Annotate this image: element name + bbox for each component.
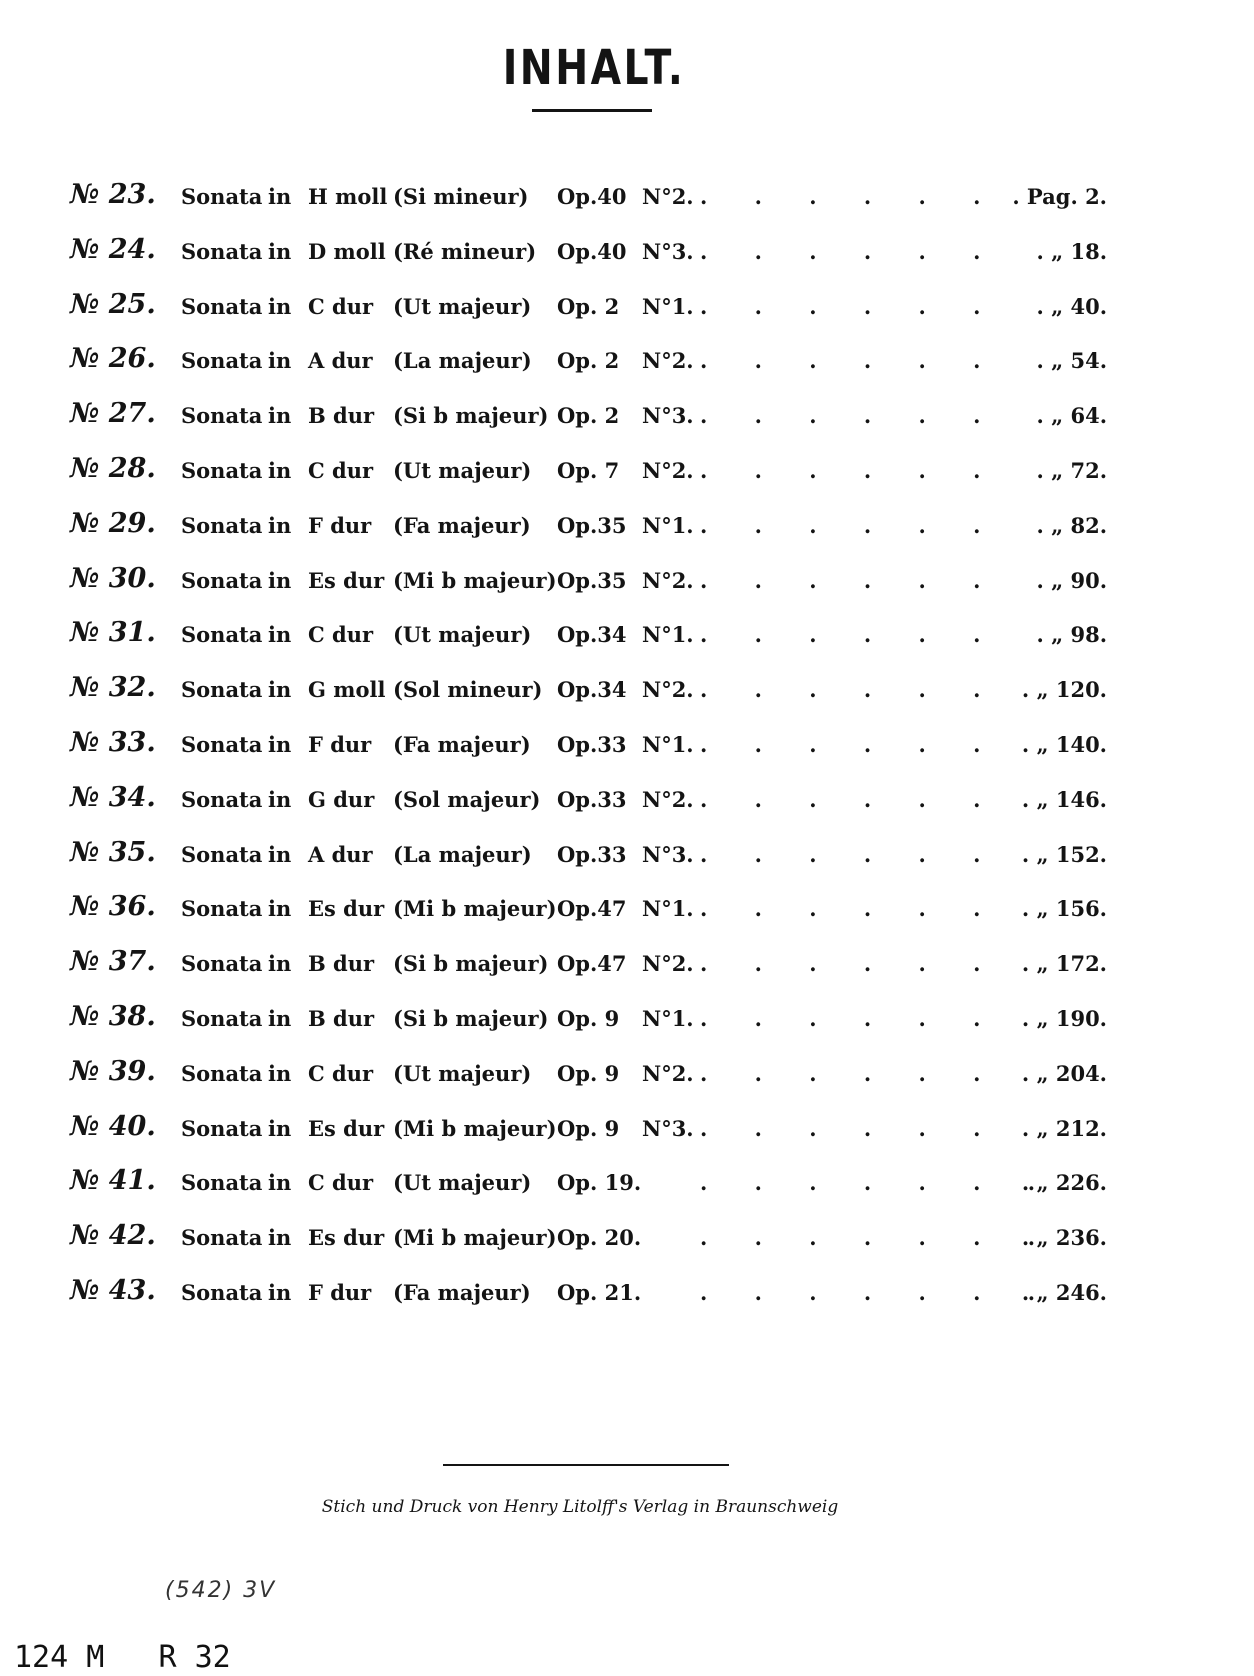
- entry-in: in: [268, 951, 292, 977]
- entry-opus-number: N°3.: [642, 841, 694, 867]
- entry-page: . Pag. 2.: [1012, 184, 1107, 209]
- entry-in: in: [268, 1225, 292, 1251]
- entry-title: Sonata: [181, 1225, 263, 1251]
- entry-french-key: (Si b majeur): [393, 403, 549, 429]
- entry-opus-number: N°2.: [642, 951, 694, 977]
- entry-number: № 42.: [70, 1220, 156, 1252]
- entry-french-key: (Fa majeur): [393, 512, 531, 538]
- entry-title: Sonata: [181, 458, 263, 483]
- entry-opus: Op. 20.: [557, 1225, 642, 1251]
- entry-page: . „ 82.: [1036, 512, 1107, 538]
- entry-page: . „ 156.: [1021, 896, 1107, 922]
- library-call-number: 124 M R 32: [14, 1640, 231, 1675]
- entry-in: in: [268, 1170, 292, 1196]
- entry-page: . „ 54.: [1036, 348, 1107, 374]
- entry-leader-dots: . . . . . . .: [700, 1280, 1036, 1305]
- entry-number: № 28.: [70, 453, 156, 484]
- entry-key: F dur: [308, 732, 372, 757]
- entry-in: in: [268, 348, 292, 374]
- entry-page: . „ 72.: [1036, 458, 1107, 483]
- entry-leader-dots: . . . . . .: [700, 348, 981, 374]
- entry-in: in: [268, 1280, 292, 1305]
- entry-opus: Op.35: [557, 512, 627, 538]
- entry-page: . „ 146.: [1021, 786, 1107, 812]
- entry-page: . „ 140.: [1021, 732, 1107, 757]
- entry-french-key: (La majeur): [393, 841, 532, 867]
- entry-key: G moll: [308, 677, 386, 703]
- entry-french-key: (Ut majeur): [393, 458, 532, 483]
- entry-opus: Op.47: [557, 896, 627, 922]
- entry-opus: Op.33: [557, 841, 627, 867]
- list-item: [0, 727, 1254, 772]
- entry-in: in: [268, 732, 292, 757]
- entry-title: Sonata: [181, 732, 263, 757]
- entry-in: in: [268, 1006, 292, 1031]
- handwritten-note: (542) 3V: [165, 1578, 277, 1603]
- entry-opus: Op. 2: [557, 293, 620, 319]
- entry-key: Es dur: [308, 896, 385, 922]
- entry-french-key: (Ut majeur): [393, 1060, 532, 1086]
- entry-number: № 39.: [70, 1055, 156, 1087]
- entry-opus-number: N°3.: [642, 1115, 694, 1141]
- entry-title: Sonata: [181, 293, 263, 319]
- entry-french-key: (Mi b majeur): [393, 1115, 557, 1141]
- entry-opus-number: N°1.: [642, 512, 694, 538]
- list-item: [0, 781, 1254, 827]
- entry-opus: Op.40: [557, 184, 627, 209]
- list-item: [0, 562, 1254, 608]
- list-item: [0, 672, 1254, 717]
- entry-number: № 27.: [70, 398, 156, 430]
- entry-key: Es dur: [308, 1225, 385, 1251]
- entry-leader-dots: . . . . . . .: [700, 1225, 1036, 1251]
- entry-french-key: (Mi b majeur): [393, 567, 557, 593]
- entry-leader-dots: . . . . . .: [700, 786, 981, 812]
- entry-opus: Op. 21.: [557, 1280, 642, 1305]
- entry-key: A dur: [308, 841, 373, 867]
- entry-title: Sonata: [181, 567, 263, 593]
- entry-page: . „ 18.: [1036, 238, 1107, 264]
- entry-opus: Op.34: [557, 622, 627, 648]
- entry-title: Sonata: [181, 786, 263, 812]
- entry-number: № 30.: [70, 562, 156, 594]
- entry-key: A dur: [308, 348, 373, 374]
- entry-leader-dots: . . . . . . .: [700, 1170, 1036, 1196]
- entry-opus: Op. 7: [557, 458, 620, 483]
- entry-opus: Op.35: [557, 567, 627, 593]
- entry-title: Sonata: [181, 512, 263, 538]
- entry-key: F dur: [308, 512, 372, 538]
- entry-in: in: [268, 403, 292, 429]
- entry-key: C dur: [308, 458, 374, 483]
- entry-opus-number: N°2.: [642, 458, 694, 483]
- entry-in: in: [268, 841, 292, 867]
- entry-number: № 23.: [70, 179, 156, 210]
- entry-in: in: [268, 567, 292, 593]
- entry-page: . „ 246.: [1021, 1280, 1107, 1305]
- list-item: [0, 179, 1254, 224]
- entry-leader-dots: . . . . . .: [700, 841, 981, 867]
- entry-leader-dots: . . . . . .: [700, 567, 981, 593]
- entry-key: B dur: [308, 951, 375, 977]
- entry-key: B dur: [308, 403, 375, 429]
- entry-number: № 32.: [70, 672, 156, 704]
- list-item: [0, 288, 1254, 334]
- entry-leader-dots: . . . . . .: [700, 403, 981, 429]
- entry-title: Sonata: [181, 1006, 263, 1031]
- entry-leader-dots: . . . . . .: [700, 184, 981, 209]
- entry-french-key: (Sol mineur): [393, 677, 543, 703]
- entry-french-key: (Si mineur): [393, 184, 529, 209]
- entry-title: Sonata: [181, 1170, 263, 1196]
- entry-french-key: (Si b majeur): [393, 951, 549, 977]
- entry-number: № 31.: [70, 617, 156, 649]
- entry-title: Sonata: [181, 403, 263, 429]
- entry-title: Sonata: [181, 238, 263, 264]
- entry-french-key: (Mi b majeur): [393, 896, 557, 922]
- list-item: [0, 233, 1254, 279]
- entry-page: . „ 40.: [1036, 293, 1107, 319]
- entry-number: № 35.: [70, 836, 156, 868]
- entry-leader-dots: . . . . . .: [700, 1115, 981, 1141]
- entry-title: Sonata: [181, 1280, 263, 1305]
- entry-opus: Op. 9: [557, 1060, 620, 1086]
- entry-page: . „ 190.: [1021, 1006, 1107, 1031]
- entry-key: G dur: [308, 786, 375, 812]
- entry-leader-dots: . . . . . .: [700, 677, 981, 703]
- entry-opus-number: N°2.: [642, 786, 694, 812]
- entry-title: Sonata: [181, 841, 263, 867]
- entry-title: Sonata: [181, 622, 263, 648]
- entry-french-key: (Mi b majeur): [393, 1225, 557, 1251]
- entry-in: in: [268, 622, 292, 648]
- bottom-divider: [443, 1464, 729, 1466]
- entry-in: in: [268, 458, 292, 483]
- entry-key: B dur: [308, 1006, 375, 1031]
- entry-opus-number: N°2.: [642, 1060, 694, 1086]
- list-item: [0, 398, 1254, 443]
- entry-key: Es dur: [308, 1115, 385, 1141]
- entry-page: . „ 226.: [1021, 1170, 1107, 1196]
- list-item: [0, 453, 1254, 498]
- entry-number: № 38.: [70, 1001, 156, 1032]
- list-item: [0, 343, 1254, 388]
- entry-key: F dur: [308, 1280, 372, 1305]
- entry-in: in: [268, 1060, 292, 1086]
- entry-number: № 37.: [70, 946, 156, 978]
- entry-number: № 26.: [70, 343, 156, 375]
- entry-key: H moll: [308, 184, 388, 209]
- entry-page: . „ 212.: [1021, 1115, 1107, 1141]
- list-item: [0, 1165, 1254, 1210]
- entry-opus: Op.33: [557, 786, 627, 812]
- publisher-imprint: Stich und Druck von Henry Litolff's Verlag in Braunschweig: [321, 1497, 839, 1517]
- entry-in: in: [268, 786, 292, 812]
- entry-key: D moll: [308, 238, 386, 264]
- list-item: [0, 836, 1254, 882]
- entry-leader-dots: . . . . . .: [700, 951, 981, 977]
- entry-in: in: [268, 896, 292, 922]
- entry-opus: Op.40: [557, 238, 627, 264]
- entry-in: in: [268, 1115, 292, 1141]
- entry-in: in: [268, 238, 292, 264]
- entry-key: C dur: [308, 1170, 374, 1196]
- entry-opus: Op. 2: [557, 348, 620, 374]
- entry-french-key: (Ut majeur): [393, 293, 532, 319]
- entry-in: in: [268, 293, 292, 319]
- entry-title: Sonata: [181, 348, 263, 374]
- entry-opus-number: N°2.: [642, 348, 694, 374]
- entry-number: № 41.: [70, 1165, 156, 1197]
- entry-number: № 33.: [70, 727, 156, 758]
- entry-leader-dots: . . . . . .: [700, 458, 981, 483]
- entry-in: in: [268, 184, 292, 209]
- entry-page: . „ 120.: [1021, 677, 1107, 703]
- entry-opus-number: N°3.: [642, 238, 694, 264]
- entry-page: . „ 152.: [1021, 841, 1107, 867]
- list-item: [0, 617, 1254, 662]
- entry-opus-number: N°1.: [642, 1006, 694, 1031]
- entry-opus: Op.33: [557, 732, 627, 757]
- entry-key: C dur: [308, 293, 374, 319]
- entry-french-key: (Fa majeur): [393, 732, 531, 757]
- entry-title: Sonata: [181, 951, 263, 977]
- entry-number: № 36.: [70, 891, 156, 923]
- page-title: INHALT.: [502, 40, 686, 96]
- entry-leader-dots: . . . . . .: [700, 1060, 981, 1086]
- entry-key: C dur: [308, 622, 374, 648]
- entry-leader-dots: . . . . . .: [700, 1006, 981, 1031]
- entry-number: № 40.: [70, 1110, 156, 1142]
- entry-number: № 43.: [70, 1275, 156, 1306]
- entry-french-key: (Fa majeur): [393, 1280, 531, 1305]
- list-item: [0, 1110, 1254, 1156]
- entry-opus: Op.47: [557, 951, 627, 977]
- entry-leader-dots: . . . . . .: [700, 732, 981, 757]
- entry-french-key: (Si b majeur): [393, 1006, 549, 1031]
- entry-key: C dur: [308, 1060, 374, 1086]
- entry-leader-dots: . . . . . .: [700, 293, 981, 319]
- list-item: [0, 946, 1254, 991]
- entry-in: in: [268, 677, 292, 703]
- entry-french-key: (Sol majeur): [393, 786, 541, 812]
- entry-opus-number: N°2.: [642, 184, 694, 209]
- entry-key: Es dur: [308, 567, 385, 593]
- entry-number: № 24.: [70, 233, 156, 265]
- entry-number: № 25.: [70, 288, 156, 320]
- entry-french-key: (Ut majeur): [393, 622, 532, 648]
- entry-opus-number: N°1.: [642, 622, 694, 648]
- entry-page: . „ 98.: [1036, 622, 1107, 648]
- entry-page: . „ 64.: [1036, 403, 1107, 429]
- entry-in: in: [268, 512, 292, 538]
- list-item: [0, 1220, 1254, 1265]
- entry-title: Sonata: [181, 677, 263, 703]
- entry-opus-number: N°3.: [642, 403, 694, 429]
- entry-leader-dots: . . . . . .: [700, 512, 981, 538]
- entry-page: . „ 236.: [1021, 1225, 1107, 1251]
- entry-leader-dots: . . . . . .: [700, 622, 981, 648]
- list-item: [0, 1275, 1254, 1320]
- list-item: [0, 891, 1254, 936]
- entry-opus: Op. 19.: [557, 1170, 642, 1196]
- entry-opus-number: N°1.: [642, 896, 694, 922]
- entry-french-key: (La majeur): [393, 348, 532, 374]
- entry-page: . „ 204.: [1021, 1060, 1107, 1086]
- entry-opus-number: N°1.: [642, 732, 694, 757]
- entry-leader-dots: . . . . . .: [700, 238, 981, 264]
- entry-opus-number: N°2.: [642, 567, 694, 593]
- entry-opus: Op. 2: [557, 403, 620, 429]
- entry-french-key: (Ut majeur): [393, 1170, 532, 1196]
- entry-number: № 34.: [70, 781, 156, 813]
- entry-title: Sonata: [181, 1060, 263, 1086]
- entry-number: № 29.: [70, 507, 156, 539]
- list-item: [0, 1001, 1254, 1046]
- entry-opus: Op. 9: [557, 1115, 620, 1141]
- entry-title: Sonata: [181, 184, 263, 209]
- entry-opus-number: N°2.: [642, 677, 694, 703]
- entry-page: . „ 172.: [1021, 951, 1107, 977]
- list-item: [0, 507, 1254, 553]
- entry-page: . „ 90.: [1036, 567, 1107, 593]
- entry-french-key: (Ré mineur): [393, 238, 537, 264]
- entry-opus: Op.34: [557, 677, 627, 703]
- entry-opus: Op. 9: [557, 1006, 620, 1031]
- entry-title: Sonata: [181, 1115, 263, 1141]
- list-item: [0, 1055, 1254, 1101]
- entry-leader-dots: . . . . . .: [700, 896, 981, 922]
- entry-title: Sonata: [181, 896, 263, 922]
- entry-opus-number: N°1.: [642, 293, 694, 319]
